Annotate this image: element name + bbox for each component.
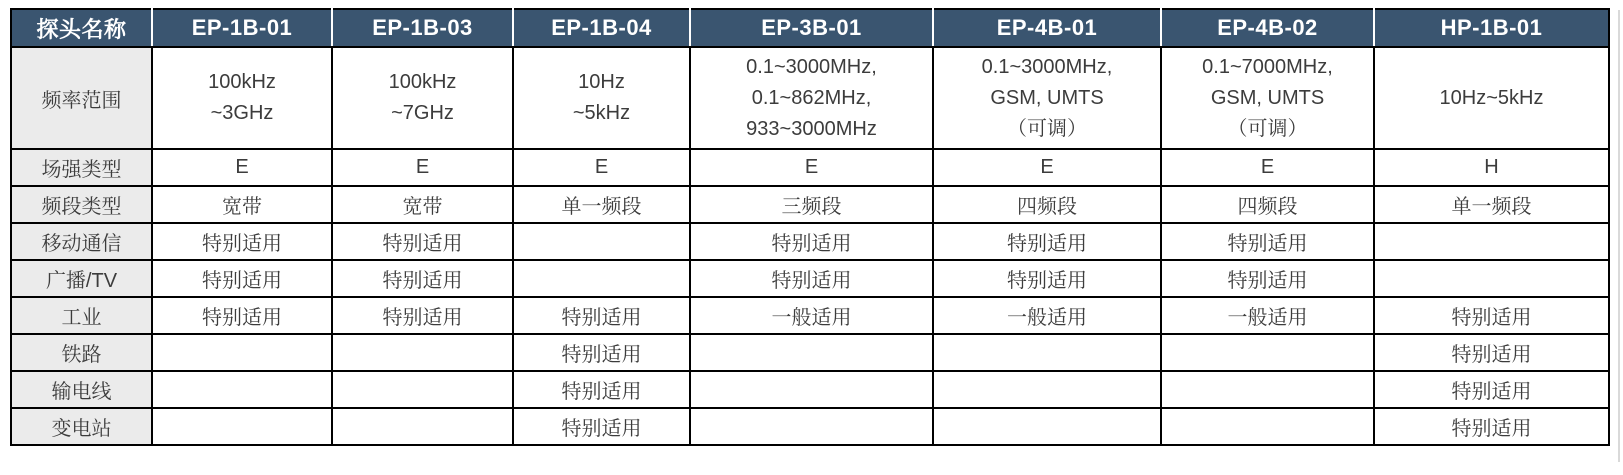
table-cell bbox=[513, 260, 690, 297]
table-cell bbox=[933, 371, 1161, 408]
header-cell-ep-3b-01: EP-3B-01 bbox=[690, 9, 933, 47]
table-cell: E bbox=[332, 149, 513, 186]
table-cell: 四频段 bbox=[1161, 186, 1374, 223]
table-cell: E bbox=[690, 149, 933, 186]
table-row bbox=[11, 223, 1609, 260]
table-cell bbox=[690, 371, 933, 408]
table-header-row bbox=[11, 9, 1609, 47]
table-cell bbox=[332, 334, 513, 371]
table-cell: 特别适用 bbox=[513, 334, 690, 371]
table-cell bbox=[1374, 223, 1609, 260]
cell-line: 100kHz bbox=[388, 71, 457, 93]
table-cell bbox=[690, 408, 933, 445]
table-cell: 特别适用 bbox=[513, 297, 690, 334]
table-cell bbox=[1161, 334, 1374, 371]
header-cell-ep-1b-03: EP-1B-03 bbox=[332, 9, 513, 47]
cell-line: 10Hz~5kHz bbox=[1439, 86, 1544, 109]
table-cell bbox=[1161, 47, 1374, 149]
row-label: 变电站 bbox=[11, 408, 152, 445]
table-cell: 特别适用 bbox=[332, 223, 513, 260]
header-cell-ep-1b-04: EP-1B-04 bbox=[513, 9, 690, 47]
cell-line: （可调） bbox=[1007, 117, 1087, 140]
table-cell: 特别适用 bbox=[1374, 408, 1609, 445]
table-cell: 特别适用 bbox=[513, 408, 690, 445]
table-cell: 特别适用 bbox=[1161, 260, 1374, 297]
cell-line: 10Hz bbox=[578, 71, 625, 93]
table-row bbox=[11, 186, 1609, 223]
row-label: 输电线 bbox=[11, 371, 152, 408]
cell-line: 0.1~3000MHz, bbox=[746, 55, 877, 78]
header-cell-ep-4b-01: EP-4B-01 bbox=[933, 9, 1161, 47]
table-cell: 宽带 bbox=[332, 186, 513, 223]
table-cell bbox=[513, 47, 690, 149]
table-cell: 特别适用 bbox=[152, 297, 332, 334]
cell-line: ~7GHz bbox=[391, 102, 454, 124]
cell-line: ~3GHz bbox=[210, 102, 274, 124]
table-cell: 特别适用 bbox=[1374, 371, 1609, 408]
table-cell: 特别适用 bbox=[1374, 297, 1609, 334]
cell-line: 0.1~3000MHz, bbox=[981, 55, 1113, 78]
row-label: 移动通信 bbox=[11, 223, 152, 260]
cell-line: 933~3000MHz bbox=[746, 117, 877, 140]
table-cell bbox=[152, 47, 332, 149]
table-row bbox=[11, 371, 1609, 408]
table-row bbox=[11, 149, 1609, 186]
table-cell: E bbox=[933, 149, 1161, 186]
table-cell bbox=[933, 334, 1161, 371]
table-cell bbox=[152, 334, 332, 371]
table-cell bbox=[332, 47, 513, 149]
table-cell: 特别适用 bbox=[1374, 334, 1609, 371]
header-cell-ep-4b-02: EP-4B-02 bbox=[1161, 9, 1374, 47]
probe-comparison-table bbox=[10, 8, 1610, 446]
header-cell-probe-name: 探头名称 bbox=[11, 9, 152, 47]
table-cell bbox=[152, 408, 332, 445]
table-cell bbox=[1161, 408, 1374, 445]
table-cell: 三频段 bbox=[690, 186, 933, 223]
table-cell: E bbox=[513, 149, 690, 186]
table-cell: 特别适用 bbox=[513, 371, 690, 408]
table-cell: 四频段 bbox=[933, 186, 1161, 223]
table-cell bbox=[933, 408, 1161, 445]
table-cell: 一般适用 bbox=[690, 297, 933, 334]
row-label: 频率范围 bbox=[11, 47, 152, 149]
table-cell bbox=[332, 371, 513, 408]
table-row bbox=[11, 334, 1609, 371]
table-cell: 特别适用 bbox=[933, 260, 1161, 297]
cell-line: GSM, UMTS bbox=[990, 86, 1104, 109]
table-row bbox=[11, 408, 1609, 445]
table-cell: E bbox=[1161, 149, 1374, 186]
page-edge-line bbox=[1618, 10, 1620, 462]
table-cell bbox=[690, 334, 933, 371]
table-cell bbox=[332, 408, 513, 445]
row-label: 场强类型 bbox=[11, 149, 152, 186]
row-label: 铁路 bbox=[11, 334, 152, 371]
table-cell bbox=[1374, 47, 1609, 149]
table-cell: 特别适用 bbox=[152, 260, 332, 297]
table-cell: 单一频段 bbox=[1374, 186, 1609, 223]
table-cell: 一般适用 bbox=[933, 297, 1161, 334]
header-cell-ep-1b-01: EP-1B-01 bbox=[152, 9, 332, 47]
table-cell bbox=[933, 47, 1161, 149]
cell-line: 100kHz bbox=[208, 71, 276, 93]
table-cell bbox=[513, 223, 690, 260]
table-cell: 特别适用 bbox=[152, 223, 332, 260]
table-cell: 特别适用 bbox=[690, 223, 933, 260]
table-cell: 特别适用 bbox=[332, 260, 513, 297]
table-cell bbox=[1161, 371, 1374, 408]
cell-line: ~5kHz bbox=[572, 102, 631, 124]
table-cell: 一般适用 bbox=[1161, 297, 1374, 334]
table-cell: 宽带 bbox=[152, 186, 332, 223]
cell-line: （可调） bbox=[1227, 117, 1308, 140]
cell-line: 0.1~862MHz, bbox=[751, 86, 872, 109]
table-cell: 单一频段 bbox=[513, 186, 690, 223]
table-cell bbox=[152, 371, 332, 408]
table-cell: 特别适用 bbox=[1161, 223, 1374, 260]
table-cell: 特别适用 bbox=[690, 260, 933, 297]
table-cell: E bbox=[152, 149, 332, 186]
table-row bbox=[11, 47, 1609, 149]
cell-line: GSM, UMTS bbox=[1210, 86, 1325, 109]
header-cell-hp-1b-01: HP-1B-01 bbox=[1374, 9, 1609, 47]
table-cell: H bbox=[1374, 149, 1609, 186]
table-cell bbox=[690, 47, 933, 149]
table-row bbox=[11, 260, 1609, 297]
table-cell: 特别适用 bbox=[933, 223, 1161, 260]
table-row bbox=[11, 297, 1609, 334]
row-label: 频段类型 bbox=[11, 186, 152, 223]
row-label: 广播/TV bbox=[11, 260, 152, 297]
table-body bbox=[11, 47, 1609, 445]
row-label: 工业 bbox=[11, 297, 152, 334]
cell-line: 0.1~7000MHz, bbox=[1202, 55, 1333, 78]
table-cell bbox=[1374, 260, 1609, 297]
table-cell: 特别适用 bbox=[332, 297, 513, 334]
